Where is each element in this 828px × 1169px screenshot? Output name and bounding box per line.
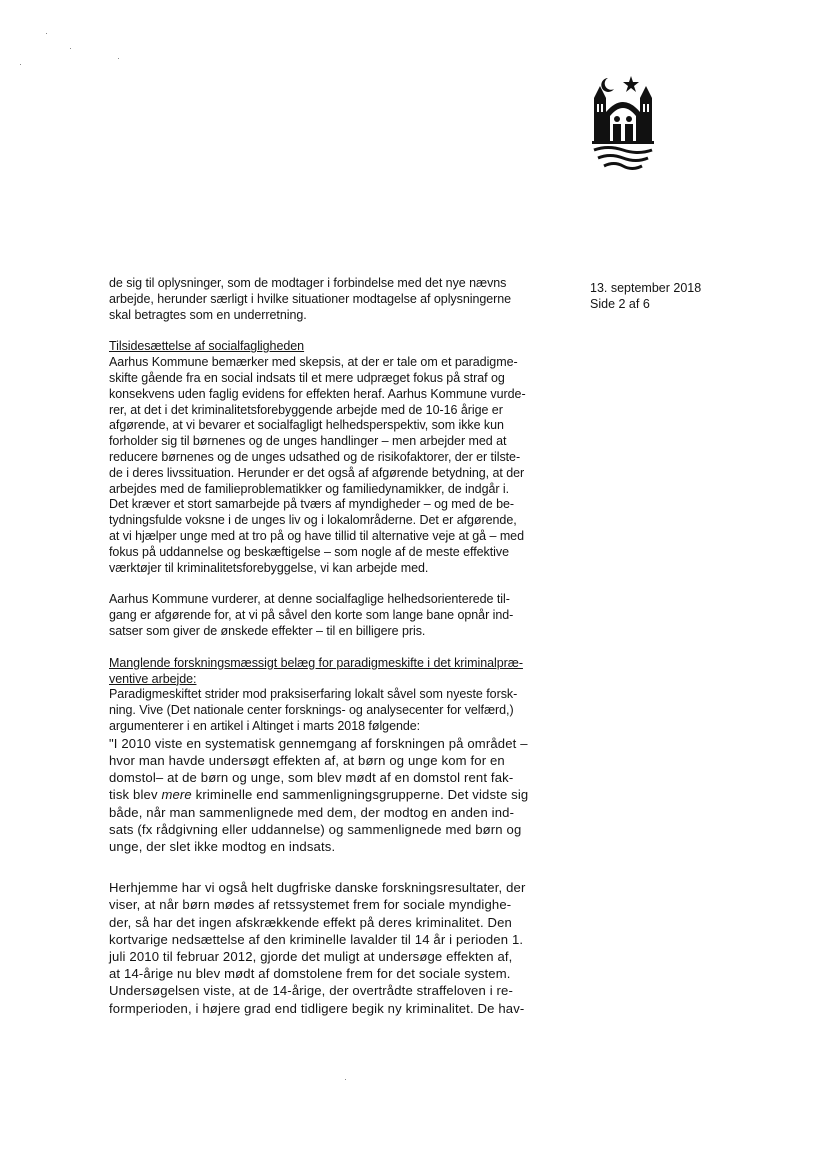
section2-paragraph-2: Herhjemme har vi også helt dugfriske danske forskningsresultater, der viser, at når børn mødes af retssystemet frem for sociale myndighe- der, så har det ingen afskrækkende effekt på deres kriminalitet. Den kortvarige nedsættelse af den kriminelle lavalder til 14 år i perioden 1. juli 2010 til februar 2012, gjorde det muligt at undersøge effekten af, at 14-årige nu blev mødt af domstolene frem for det sociale system. Undersøgelsen viste, at de 14-årige, der overtrådte straffeloven i re- formperioden, i højere grad end tidligere begik ny kriminalitet. De hav-	[109, 880, 526, 1016]
letter-date: 13. september 2018	[590, 281, 702, 295]
section-heading-socialfaglighed: Tilsidesættelse af socialfagligheden	[109, 339, 305, 354]
quote-text-end: kriminelle end sammenligningsgrupperne. Det vidste sig både, når man sammenlignede med dem, der modtog en anden ind- sats (fx rådgivning eller uddannelse) og sammenlignede med børn og unge, der slet ikke modtog en indsats.	[109, 787, 529, 854]
research-quote	[109, 735, 561, 855]
letter-meta	[590, 280, 701, 312]
coat-of-arms-icon	[584, 74, 662, 172]
section-heading-forskning: Manglende forskningsmæssigt belæg for paradigmeskifte i det kriminalpræ- ventive arbejde:	[109, 655, 523, 686]
intro-paragraph: de sig til oplysninger, som de modtager i forbindelse med det nye nævns arbejde, herunder særligt i hvilke situationer modtagelse af oplysningerne skal betragtes som en underretning.	[109, 276, 512, 322]
letter-body	[109, 276, 561, 1017]
quote-text-start: "I 2010 viste en systematisk gennemgang af forskningen på området – hvor man havde undersøgt effekten af, at børn og unge kom for en domstol– at de børn og unge, som blev mødt af en domstol rent fak- tisk blev	[109, 735, 528, 803]
section2-paragraph-1: Paradigmeskiftet strider mod praksiserfaring lokalt såvel som nyeste forsk- ning. Vive (Det nationale center forsknings- og analysecenter for velfærd,) argumenterer i en artikel i Altinget i marts 2018 følgende:	[109, 687, 518, 733]
quote-emphasis: mere	[161, 787, 192, 803]
section1-paragraph-2: Aarhus Kommune vurderer, at denne socialfaglige helhedsorienterede til- gang er afgørende for, at vi på såvel den korte som lange bane opnår ind- satser som giver de ønskede effekter – til en billigere pris.	[109, 592, 514, 638]
page-number: Side 2 af 6	[590, 297, 650, 311]
section1-paragraph-1: Aarhus Kommune bemærker med skepsis, at der er tale om et paradigme- skifte gående fra en social indsats til et mere udpræget fokus på straf og konsekvens uden faglig evidens for effekten heraf. Aarhus Kommune vurde- rer, at det i det kriminalitetsforebyggende arbejde med de 10-16 årige er afgørende, at vi bevarer et socialfagligt helhedsperspektiv, som ikke kun forholder sig til børnenes og de unges handlinger – men arbejder med at reducere børnenes og de unges udsathed og de risikofaktorer, der er tilste- de i deres livssituation. Herunder er det også af afgørende betydning, at der arbejdes med de familieproblematikker og familiedynamikker, de indgår i. Det kræver et stort samarbejde på tværs af myndigheder – og med de be- tydningsfulde voksne i de unges liv og i lokalområderne. Det er afgørende, at vi hjælper unge med at tro på og have tillid til alternative veje at gå – med fokus på uddannelse og beskæftigelse – som nogle af de meste effektive værktøjer til kriminalitetsforebyggelse, vi kan arbejde med.	[109, 355, 526, 575]
